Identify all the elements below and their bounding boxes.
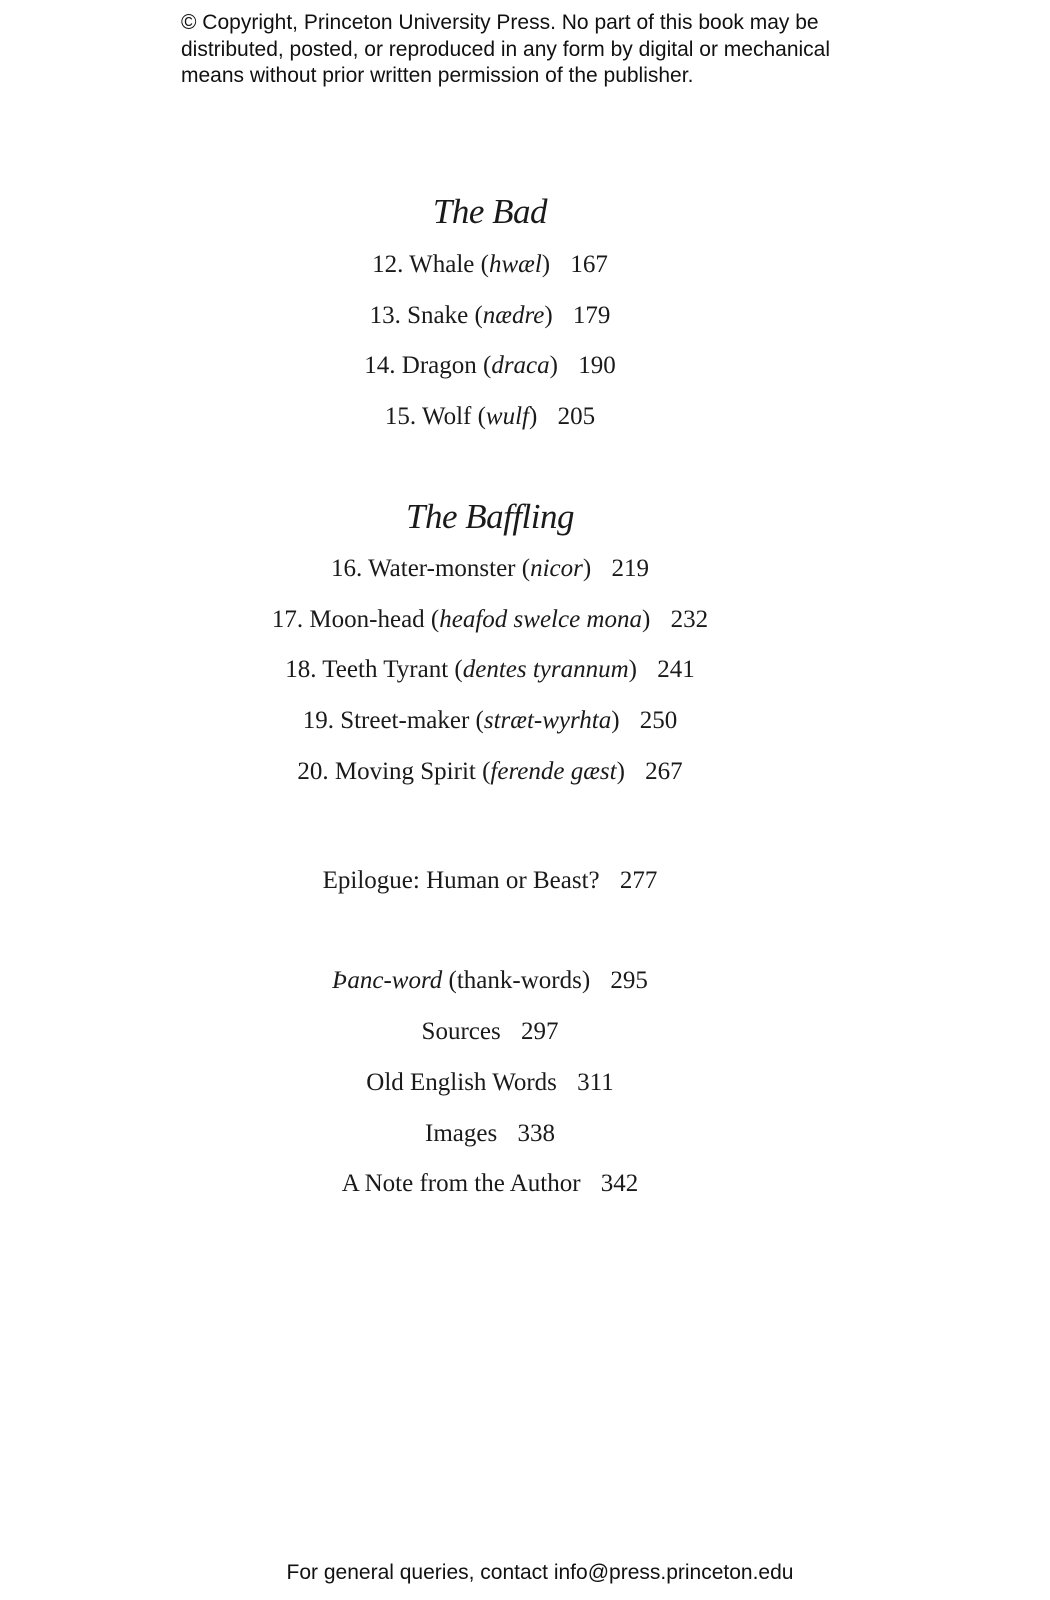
entry-old-english: nicor (530, 555, 583, 582)
entry-page-number: 179 (572, 302, 611, 329)
toc-entry-street-maker: 19. Street-maker (stræt-wyrhta) 250 (302, 707, 678, 734)
copyright-line-3: means without prior written permission of the publisher. (181, 64, 694, 87)
entry-label: 13. Snake (369, 302, 469, 329)
entry-label: Epilogue: Human or Beast? (322, 867, 600, 894)
entry-page-number: 311 (577, 1069, 614, 1096)
entry-label: 17. Moon-head (271, 606, 425, 633)
toc-entry-epilogue (0, 866, 980, 896)
toc-entry-dragon: 14. Dragon (draca) 190 (364, 352, 616, 379)
entry-page-number: 205 (557, 403, 596, 430)
entry-page-number: 167 (570, 251, 608, 278)
entry-old-english: heafod swelce mona (439, 606, 642, 633)
entry-label: 12. Whale (372, 251, 475, 278)
copyright-line-1: © Copyright, Princeton University Press. No part of this book may be (181, 11, 819, 34)
toc-entry-thank-words (0, 966, 980, 996)
entry-label: 15. Wolf (384, 403, 472, 430)
entry-label: (thank-words) (448, 967, 591, 994)
toc-entry-water-monster: 16. Water-monster (nicor) 219 (331, 555, 649, 582)
entry-old-english: nædre (482, 302, 545, 329)
toc-entry-moving-spirit: 20. Moving Spirit (ferende gæst) 267 (297, 758, 683, 785)
entry-label: Images (425, 1120, 498, 1147)
entry-page-number: 277 (619, 867, 658, 894)
entry-old-english: ferende gæst (490, 758, 617, 785)
entry-old-english: dentes tyrannum (462, 656, 629, 683)
section-title-the-bad: The Bad (432, 192, 548, 231)
entry-page-number: 241 (657, 656, 695, 683)
entry-page-number: 250 (639, 707, 678, 734)
copyright-line-2: distributed, posted, or reproduced in any form by digital or mechanical (181, 37, 831, 61)
section-title-the-baffling: The Baffling (405, 497, 575, 536)
entry-page-number: 295 (610, 967, 648, 994)
entry-label: 18. Teeth Tyrant (285, 656, 449, 683)
entry-old-english: wulf (485, 403, 529, 430)
toc-entry-old-english-words (0, 1068, 980, 1098)
entry-label: 20. Moving Spirit (297, 758, 476, 785)
entry-page-number: 219 (611, 555, 649, 582)
footer-contact: For general queries, contact info@press.princeton.edu (286, 1561, 794, 1584)
entry-old-english: hwæl (489, 251, 542, 278)
copyright-notice (181, 10, 901, 90)
entry-label: 19. Street-maker (302, 707, 470, 734)
toc-entry-note-from-author (0, 1169, 980, 1199)
entry-page-number: 267 (645, 758, 683, 785)
entry-label: 14. Dragon (364, 352, 477, 379)
entry-label: Sources (421, 1018, 501, 1045)
entry-page-number: 297 (520, 1018, 559, 1045)
entry-label: Old English Words (366, 1069, 557, 1096)
entry-page-number: 190 (578, 352, 616, 379)
toc-entry-snake: 13. Snake (nædre) 179 (369, 302, 611, 329)
toc-entry-wolf: 15. Wolf (wulf) 205 (384, 403, 596, 430)
entry-old-english: draca (491, 352, 550, 379)
entry-page-number: 342 (600, 1170, 639, 1197)
toc-entry-whale: 12. Whale (hwæl) 167 (372, 251, 608, 278)
entry-label: A Note from the Author (341, 1170, 581, 1197)
entry-page-number: 338 (517, 1120, 555, 1147)
toc-entry-sources (0, 1017, 980, 1047)
toc-entry-teeth-tyrant: 18. Teeth Tyrant (dentes tyrannum) 241 (285, 656, 695, 683)
toc-entry-images (0, 1119, 980, 1149)
entry-old-english: Þanc-word (332, 967, 443, 994)
entry-old-english: stræt-wyrhta (483, 707, 612, 734)
entry-label: 16. Water-monster (331, 555, 516, 582)
toc-entry-moon-head: 17. Moon-head (heafod swelce mona) 232 (271, 606, 709, 633)
entry-page-number: 232 (670, 606, 709, 633)
